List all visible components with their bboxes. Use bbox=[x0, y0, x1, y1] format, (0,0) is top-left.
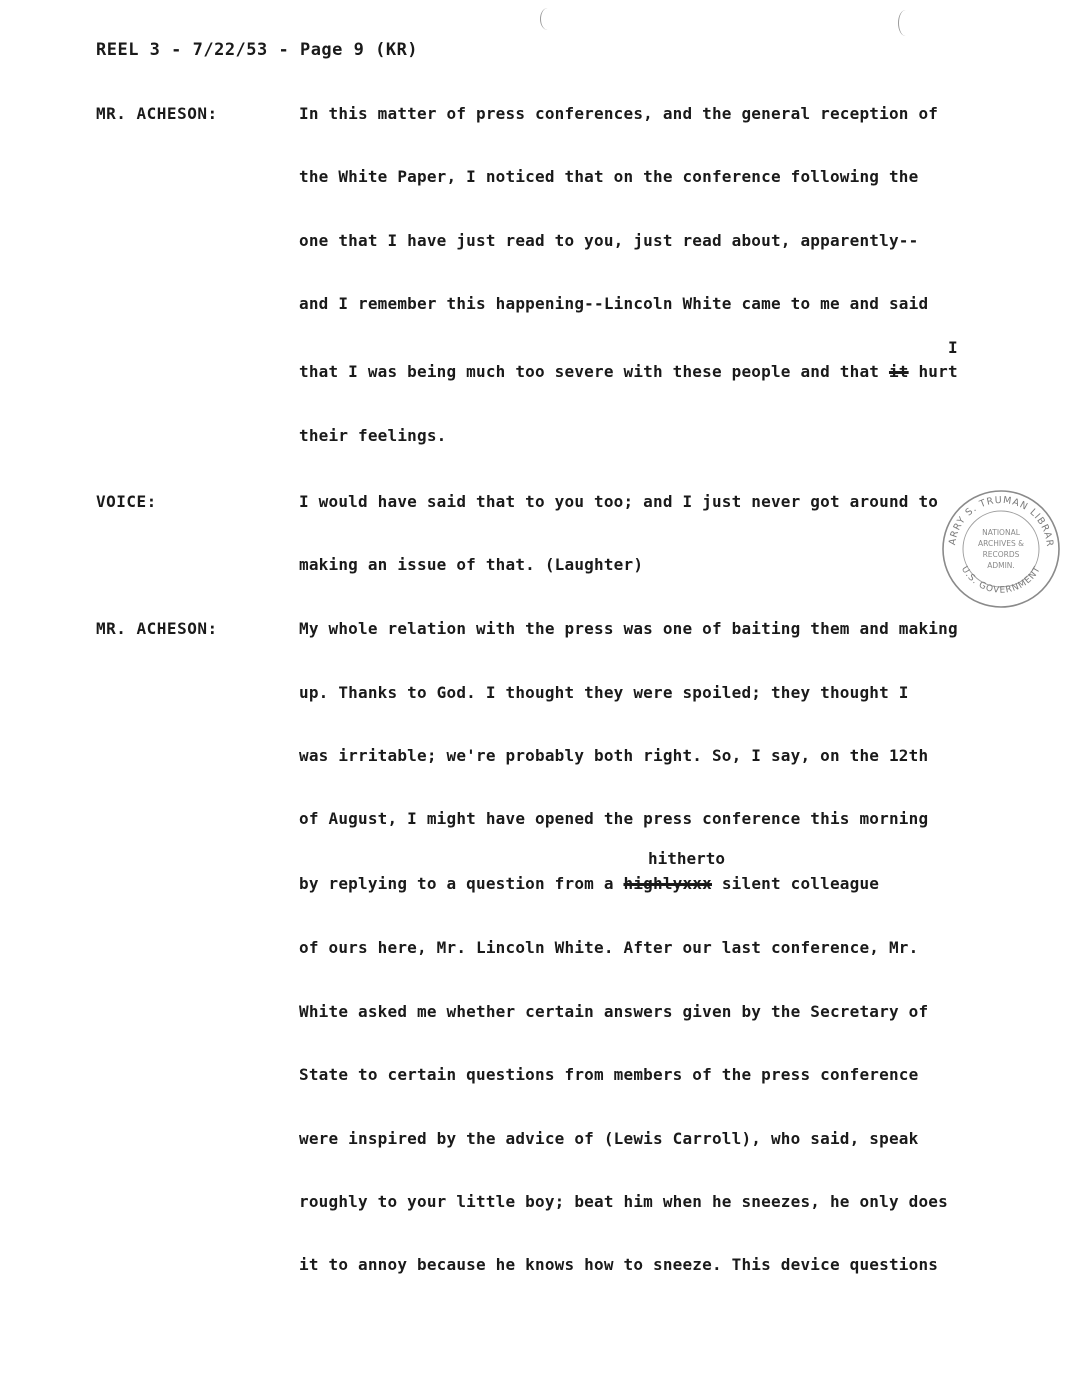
struck-text: it bbox=[888, 362, 909, 381]
stamp-inner-line: ADMIN. bbox=[987, 561, 1015, 570]
transcript-line: of ours here, Mr. Lincoln White. After our last conference, Mr. bbox=[299, 938, 919, 957]
transcript-line: State to certain questions from members of the press conference bbox=[299, 1065, 919, 1084]
transcript-line-with-correction bbox=[299, 874, 879, 893]
transcript-line: roughly to your little boy; beat him when he sneezes, he only does bbox=[299, 1192, 948, 1211]
transcript-line: and I remember this happening--Lincoln White came to me and said bbox=[299, 294, 929, 313]
stamp-inner-line: ARCHIVES & bbox=[978, 539, 1024, 548]
transcript-line: the White Paper, I noticed that on the conference following the bbox=[299, 167, 919, 186]
transcript-line: I would have said that to you too; and I just never got around to bbox=[299, 492, 939, 511]
speaker-label: VOICE: bbox=[96, 492, 157, 511]
stamp-ring-text: ARRY S. TRUMAN LIBRAR bbox=[947, 494, 1056, 548]
transcript-line: making an issue of that. (Laughter) bbox=[299, 555, 644, 574]
transcript-line: White asked me whether certain answers given by the Secretary of bbox=[299, 1002, 929, 1021]
line-text: silent colleague bbox=[711, 874, 880, 893]
transcript-line: their feelings. bbox=[299, 426, 447, 445]
line-text: that I was being much too severe with these people and that bbox=[299, 362, 889, 381]
transcript-line: My whole relation with the press was one of baiting them and making bbox=[299, 619, 958, 638]
line-text: by replying to a question from a bbox=[299, 874, 624, 893]
scan-mark bbox=[898, 10, 913, 36]
speaker-label: MR. ACHESON: bbox=[96, 104, 218, 123]
stamp-inner-line: RECORDS bbox=[982, 550, 1020, 559]
line-text: hurt bbox=[908, 362, 958, 381]
struck-text: highlyxxx bbox=[623, 874, 712, 893]
transcript-line-with-correction bbox=[299, 362, 958, 381]
speaker-label: MR. ACHESON: bbox=[96, 619, 218, 638]
transcript-line: up. Thanks to God. I thought they were spoiled; they thought I bbox=[299, 683, 909, 702]
stamp-seal-icon bbox=[940, 488, 1062, 610]
stamp-inner-line: NATIONAL bbox=[982, 528, 1020, 537]
transcript-line: one that I have just read to you, just read about, apparently-- bbox=[299, 231, 919, 250]
handwritten-insertion: hitherto bbox=[648, 849, 726, 868]
transcript-line: it to annoy because he knows how to sneeze. This device questions bbox=[299, 1255, 939, 1274]
transcript-line: of August, I might have opened the press conference this morning bbox=[299, 809, 929, 828]
handwritten-insertion: I bbox=[948, 338, 958, 357]
transcript-line: In this matter of press conferences, and the general reception of bbox=[299, 104, 939, 123]
transcript-line: was irritable; we're probably both right. So, I say, on the 12th bbox=[299, 746, 929, 765]
page-header: REEL 3 - 7/22/53 - Page 9 (KR) bbox=[96, 40, 419, 60]
scan-mark bbox=[540, 8, 555, 30]
archive-stamp bbox=[940, 488, 1062, 610]
transcript-line: were inspired by the advice of (Lewis Carroll), who said, speak bbox=[299, 1129, 919, 1148]
stamp-bottom-text: U.S. GOVERNMENT bbox=[958, 564, 1044, 596]
